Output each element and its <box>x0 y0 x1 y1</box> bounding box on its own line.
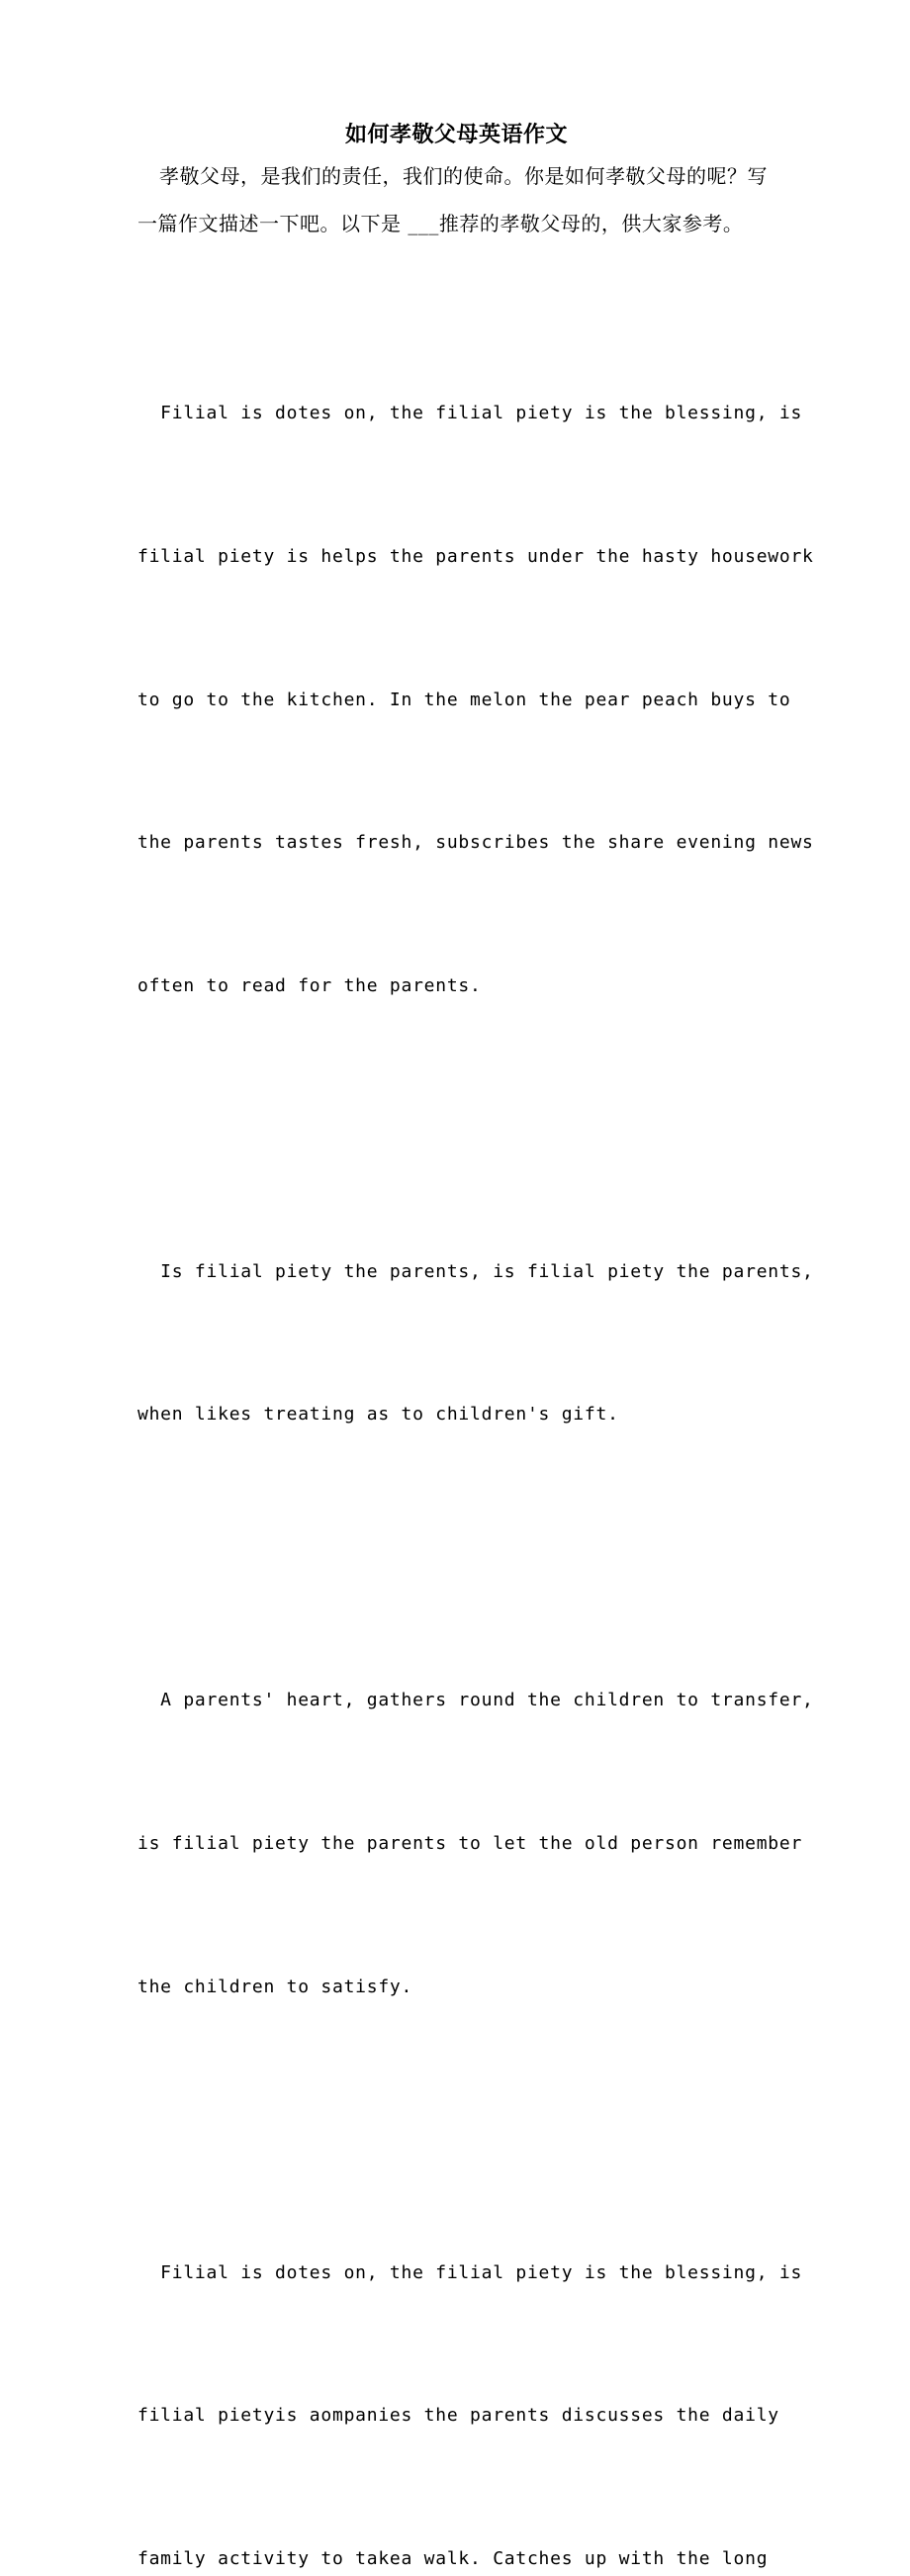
document-body <box>137 117 814 2576</box>
paragraph-line: the parents tastes fresh, subscribes the share evening news <box>137 832 814 854</box>
paragraph-line: filial pietyis aompanies the parents discusses the daily <box>137 2405 779 2427</box>
page-title: 如何孝敬父母英语作文 <box>344 122 568 147</box>
paragraph-line: is filial piety the parents to let the old person remember <box>137 1833 803 1855</box>
paragraph-line: Filial is dotes on, the filial piety is the blessing, is <box>137 403 803 424</box>
paragraph-spacer <box>137 247 775 295</box>
paragraph-2 <box>137 1152 814 1534</box>
paragraph-line: when likes treating as to children's gift. <box>137 1404 619 1426</box>
paragraph-line: often to read for the parents. <box>137 974 482 996</box>
paragraph-line: Is filial piety the parents, is filial piety the parents, <box>137 1260 814 1282</box>
paragraph-line: A parents' heart, gathers round the children to transfer, <box>137 1690 814 1711</box>
paragraph-line: to go to the kitchen. In the melon the pear peach buys to <box>137 689 791 710</box>
paragraph-1 <box>137 295 814 1105</box>
paragraph-spacer <box>137 2106 775 2154</box>
paragraph-line: the children to satisfy. <box>137 1976 413 1997</box>
paragraph-spacer <box>137 1105 775 1152</box>
paragraph-line: filial piety is helps the parents under the hasty housework <box>137 546 814 568</box>
paragraph-4 <box>137 2154 803 2576</box>
intro-paragraph: 孝敬父母，是我们的责任，我们的使命。你是如何孝敬父母的呢？写一篇作文描述一下吧。以下是 ___推荐的孝敬父母的，供大家参考。 <box>137 164 768 235</box>
paragraph-3 <box>137 1582 814 2106</box>
paragraph-spacer <box>137 1534 775 1582</box>
paragraph-line: Filial is dotes on, the filial piety is the blessing, is <box>137 2261 803 2283</box>
paragraph-line: family activity to takea walk. Catches up with the long <box>137 2547 769 2569</box>
